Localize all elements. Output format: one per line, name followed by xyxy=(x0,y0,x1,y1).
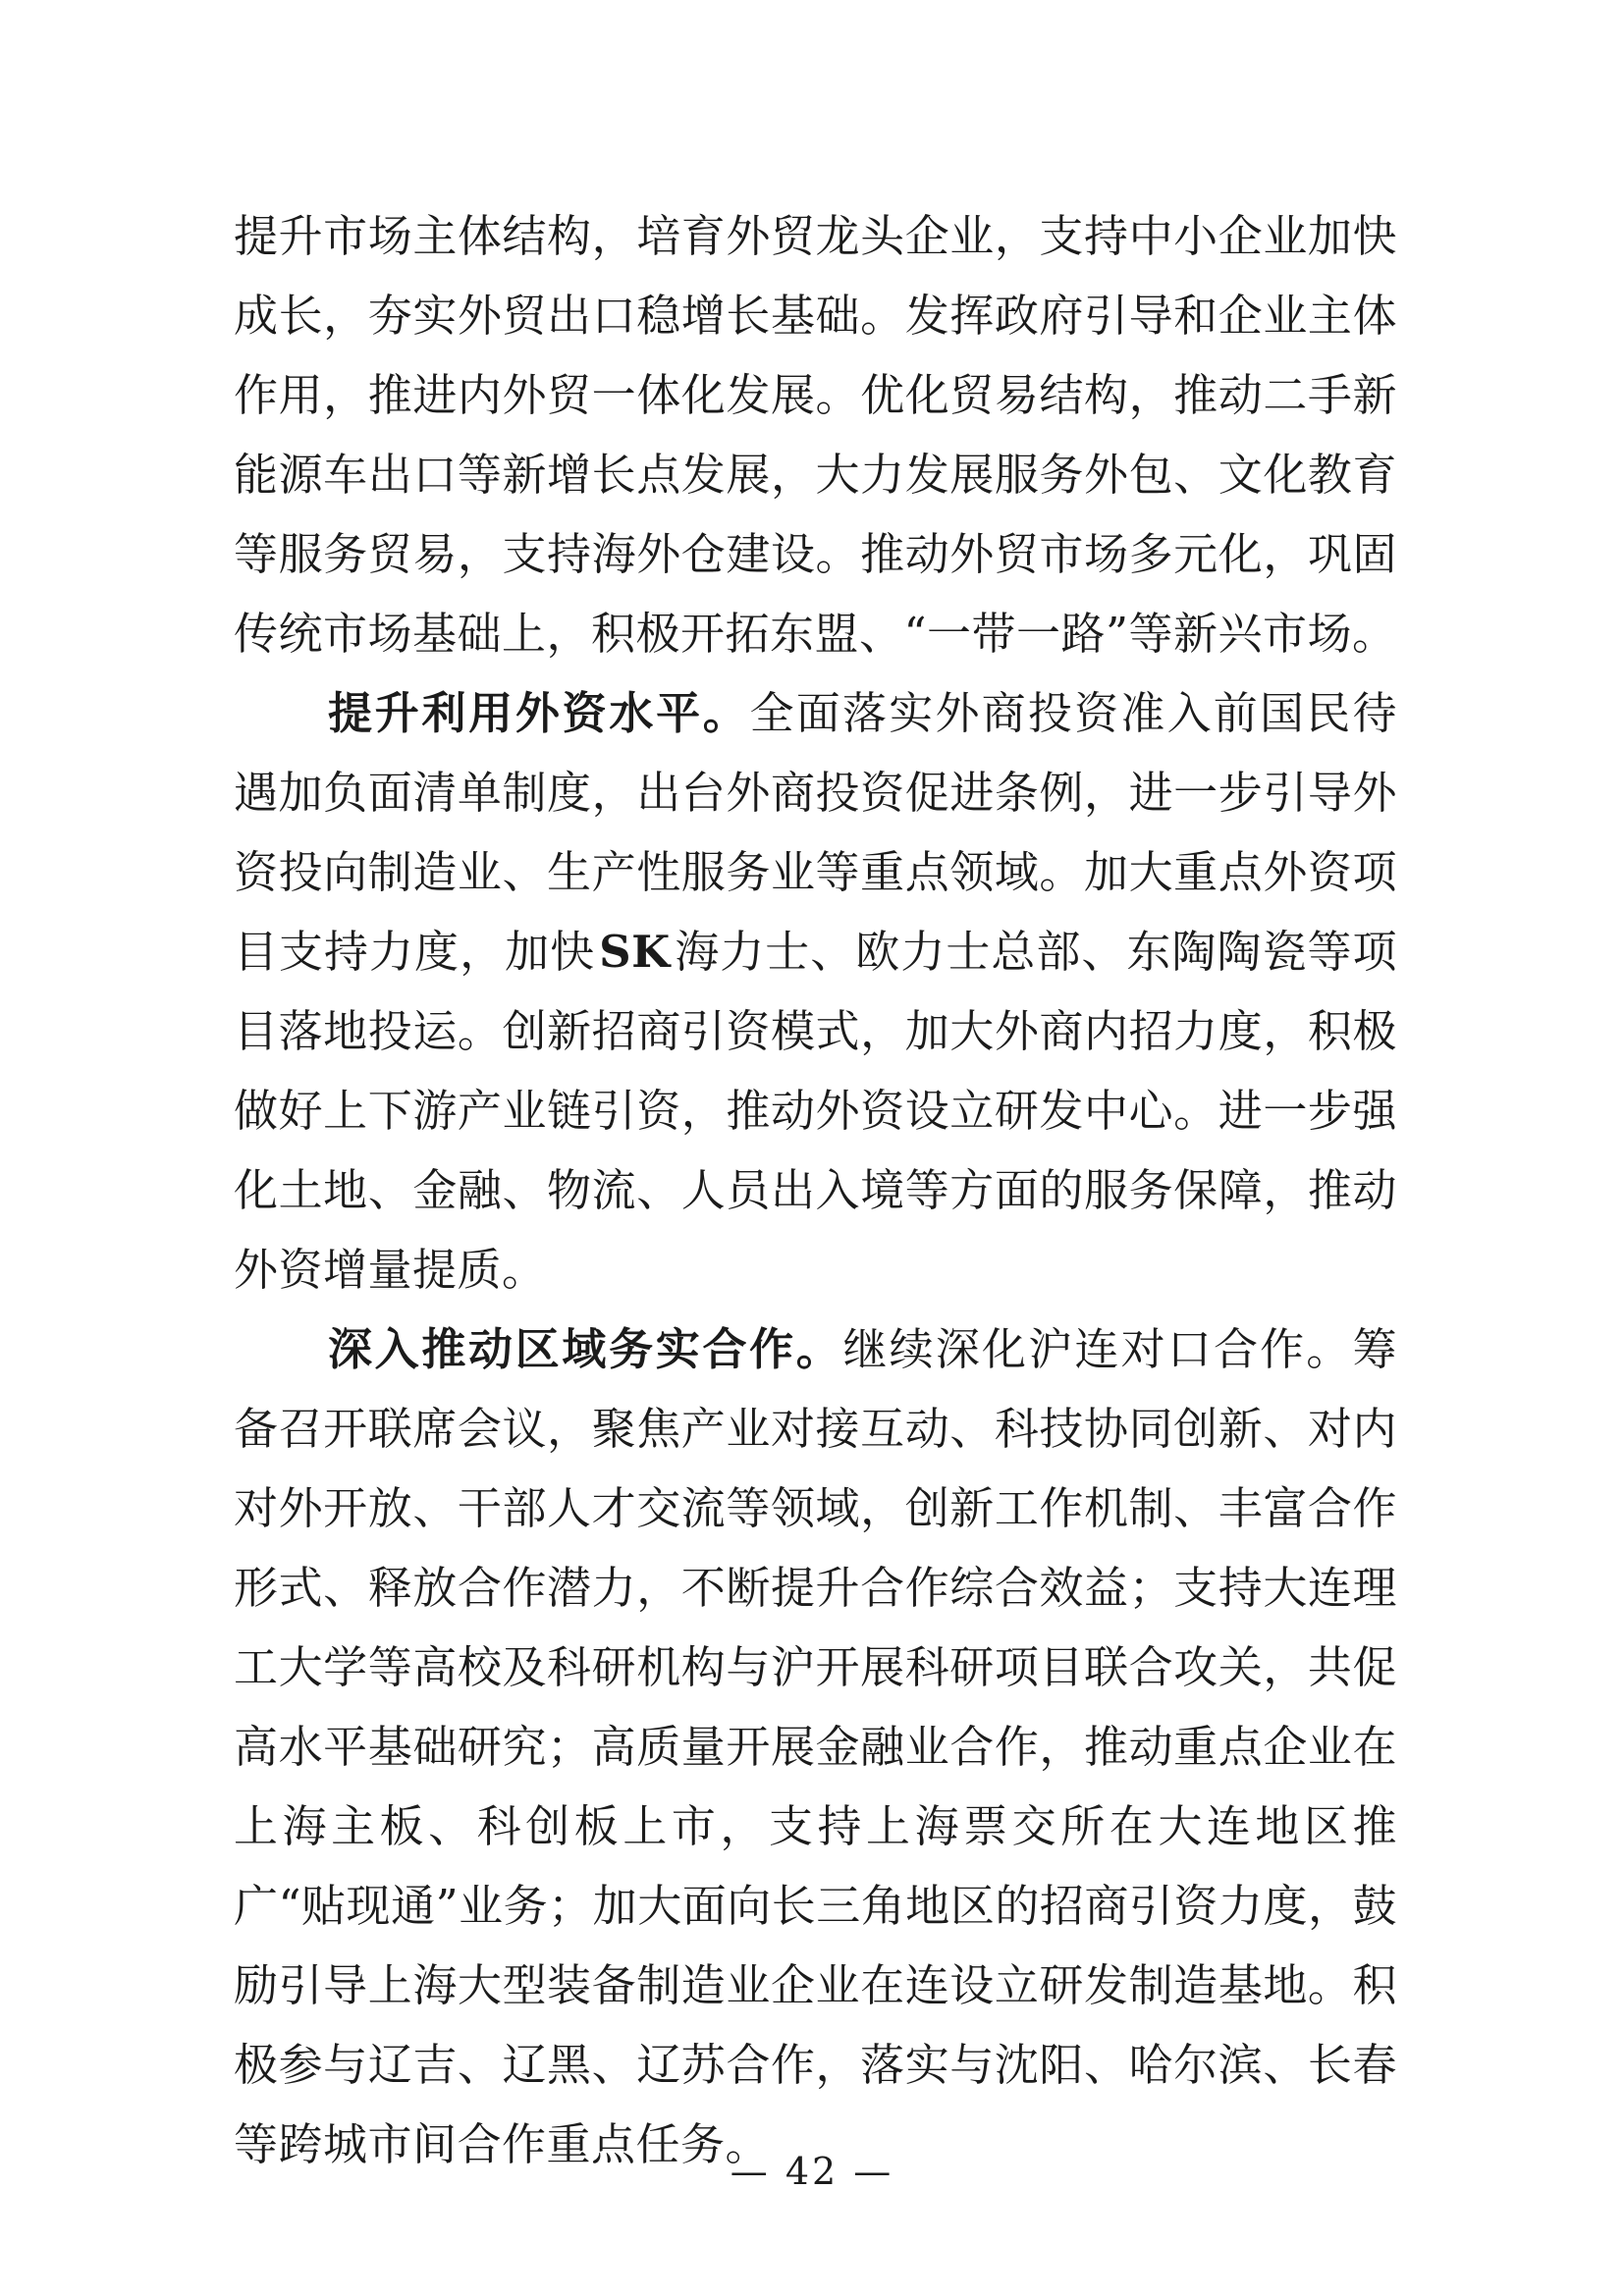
paragraph-3-lead-heading: 深入推动区域务实合作。 xyxy=(328,1323,843,1375)
body-text-column xyxy=(234,196,1397,2184)
page-number: — 42 — xyxy=(730,2150,894,2193)
paragraph-2-lead-heading: 提升利用外资水平。 xyxy=(328,687,750,739)
paragraph-3-text: 继续深化沪连对口合作。筹备召开联席会议，聚焦产业对接互动、科技协同创新、对内对外开放、干部人才交流等领域，创新工作机制、丰富合作形式、释放合作潜力，不断提升合作综合效益；支持大连理工大学等高校及科研机构与沪开展科研项目联合攻关，共促高水平基础研究；高质量开展金融业合作，推动重点企业在上海主板、科创板上市，支持上海票交所在大连地区推广“贴现通”业务；加大面向长三角地区的招商引资力度，鼓励引导上海大型装备制造业企业在连设立研发制造基地。积极参与辽吉、辽黑、辽苏合作，落实与沈阳、哈尔滨、长春等跨城市间合作重点任务。 xyxy=(234,1323,1397,2170)
paragraph-2 xyxy=(234,673,1397,1309)
paragraph-3 xyxy=(234,1309,1397,2184)
paragraph-2-latin-term: SK xyxy=(599,926,671,978)
paragraph-1-text: 提升市场主体结构，培育外贸龙头企业，支持中小企业加快成长，夯实外贸出口稳增长基础。发挥政府引导和企业主体作用，推进内外贸一体化发展。优化贸易结构，推动二手新能源车出口等新增长点发展，大力发展服务外包、文化教育等服务贸易，支持海外仓建设。推动外贸市场多元化，巩固传统市场基础上，积极开拓东盟、“一带一路”等新兴市场。 xyxy=(234,210,1397,660)
paragraph-1 xyxy=(234,196,1397,673)
paragraph-2-text-after-latin: 海力士、欧力士总部、东陶陶瓷等项目落地投运。创新招商引资模式，加大外商内招力度，积极做好上下游产业链引资，推动外资设立研发中心。进一步强化土地、金融、物流、人员出入境等方面的服务保障，推动外资增量提质。 xyxy=(234,926,1397,1296)
paragraph-2-text-before-latin: 全面落实外商投资准入前国民待遇加负面清单制度，出台外商投资促进条例，进一步引导外资投向制造业、生产性服务业等重点领域。加大重点外资项目支持力度，加快 xyxy=(234,687,1397,978)
